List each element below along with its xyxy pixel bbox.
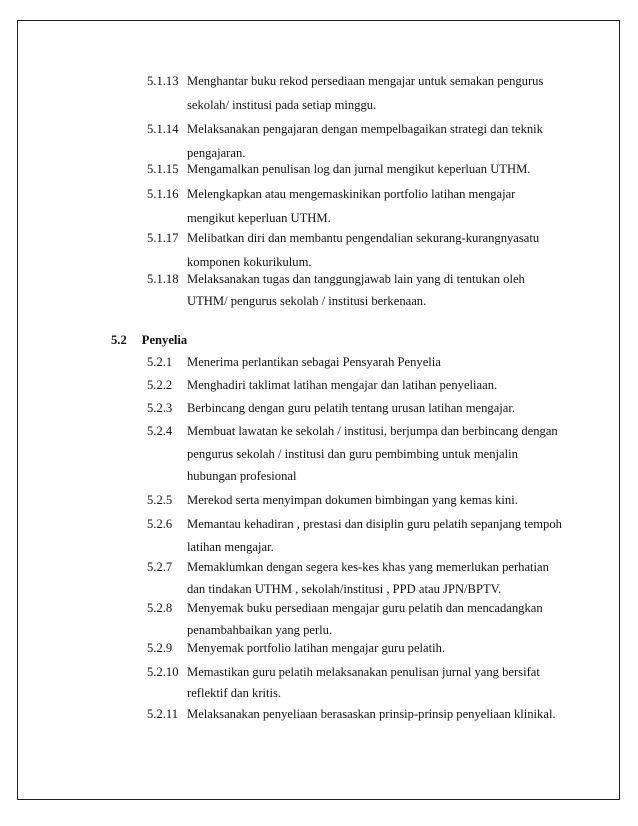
item-text: Melaksanakan pengajaran dengan mempelbagaikan strategi dan teknik [187, 122, 543, 136]
item-text-continuation: hubungan profesional [187, 469, 297, 483]
item-text: Memaklumkan dengan segera kes-kes khas yang memerlukan perhatian [187, 560, 549, 574]
item-text: Menyemak portfolio latihan mengajar guru pelatih. [187, 641, 446, 655]
item-text-continuation: UTHM/ pengurus sekolah / institusi berkenaan. [187, 294, 427, 308]
item-text-continuation: mengikut keperluan UTHM. [187, 211, 331, 225]
section-title: Penyelia [141, 333, 188, 347]
item-number: 5.2.8 [147, 601, 173, 615]
item-text: Melibatkan diri dan membantu pengendalian sekurang-kurangnyasatu [187, 231, 540, 245]
item-text: Merekod serta menyimpan dokumen bimbingan yang kemas kini. [187, 493, 518, 507]
section-heading [111, 329, 187, 352]
item-number: 5.1.13 [147, 74, 179, 88]
item-text-continuation: pengajaran. [187, 146, 246, 160]
item-text: Mengamalkan penulisan log dan jurnal mengikut keperluan UTHM. [187, 162, 531, 176]
item-number: 5.1.17 [147, 231, 179, 245]
item-text-continuation: sekolah/ institusi pada setiap minggu. [187, 98, 377, 112]
item-number: 5.1.14 [147, 122, 179, 136]
item-text: Melaksanakan penyeliaan berasaskan prinsip-prinsip penyeliaan klinikal. [187, 707, 556, 721]
item-text-continuation: reflektif dan kritis. [187, 686, 282, 700]
item-text: Menghantar buku rekod persediaan mengajar untuk semakan pengurus [187, 74, 544, 88]
item-text: Menerima perlantikan sebagai Pensyarah Penyelia [187, 355, 441, 369]
section-number: 5.2 [111, 333, 127, 347]
item-text: Melaksanakan tugas dan tanggungjawab lain yang di tentukan oleh [187, 272, 525, 286]
item-number: 5.2.11 [147, 707, 179, 721]
item-text-continuation: pengurus sekolah / institusi dan guru pembimbing untuk menjalin [187, 447, 518, 461]
item-number: 5.2.3 [147, 401, 173, 415]
item-number: 5.2.10 [147, 665, 179, 679]
item-number: 5.2.1 [147, 355, 173, 369]
item-text: Menghadiri taklimat latihan mengajar dan latihan penyeliaan. [187, 378, 498, 392]
item-number: 5.1.18 [147, 272, 179, 286]
item-number: 5.2.7 [147, 560, 173, 574]
item-text: Memastikan guru pelatih melaksanakan penulisan jurnal yang bersifat [187, 665, 540, 679]
item-number: 5.1.16 [147, 187, 179, 201]
item-text: Berbincang dengan guru pelatih tentang urusan latihan mengajar. [187, 401, 516, 415]
item-text-continuation: komponen kokurikulum. [187, 255, 312, 269]
item-number: 5.2.5 [147, 493, 173, 507]
item-number: 5.1.15 [147, 162, 179, 176]
item-text: Menyemak buku persediaan mengajar guru pelatih dan mencadangkan [187, 601, 543, 615]
item-number: 5.2.6 [147, 517, 173, 531]
item-number: 5.2.4 [147, 424, 173, 438]
item-text-continuation: latihan mengajar. [187, 540, 274, 554]
item-number: 5.2.9 [147, 641, 173, 655]
item-text-continuation: penambahbaikan yang perlu. [187, 623, 333, 637]
item-text-continuation: dan tindakan UTHM , sekolah/institusi , PPD atau JPN/BPTV. [187, 582, 502, 596]
item-number: 5.2.2 [147, 378, 173, 392]
item-text: Memantau kehadiran , prestasi dan disiplin guru pelatih sepanjang tempoh [187, 517, 562, 531]
item-text: Melengkapkan atau mengemaskinikan portfolio latihan mengajar [187, 187, 516, 201]
item-text: Membuat lawatan ke sekolah / institusi, berjumpa dan berbincang dengan [187, 424, 558, 438]
